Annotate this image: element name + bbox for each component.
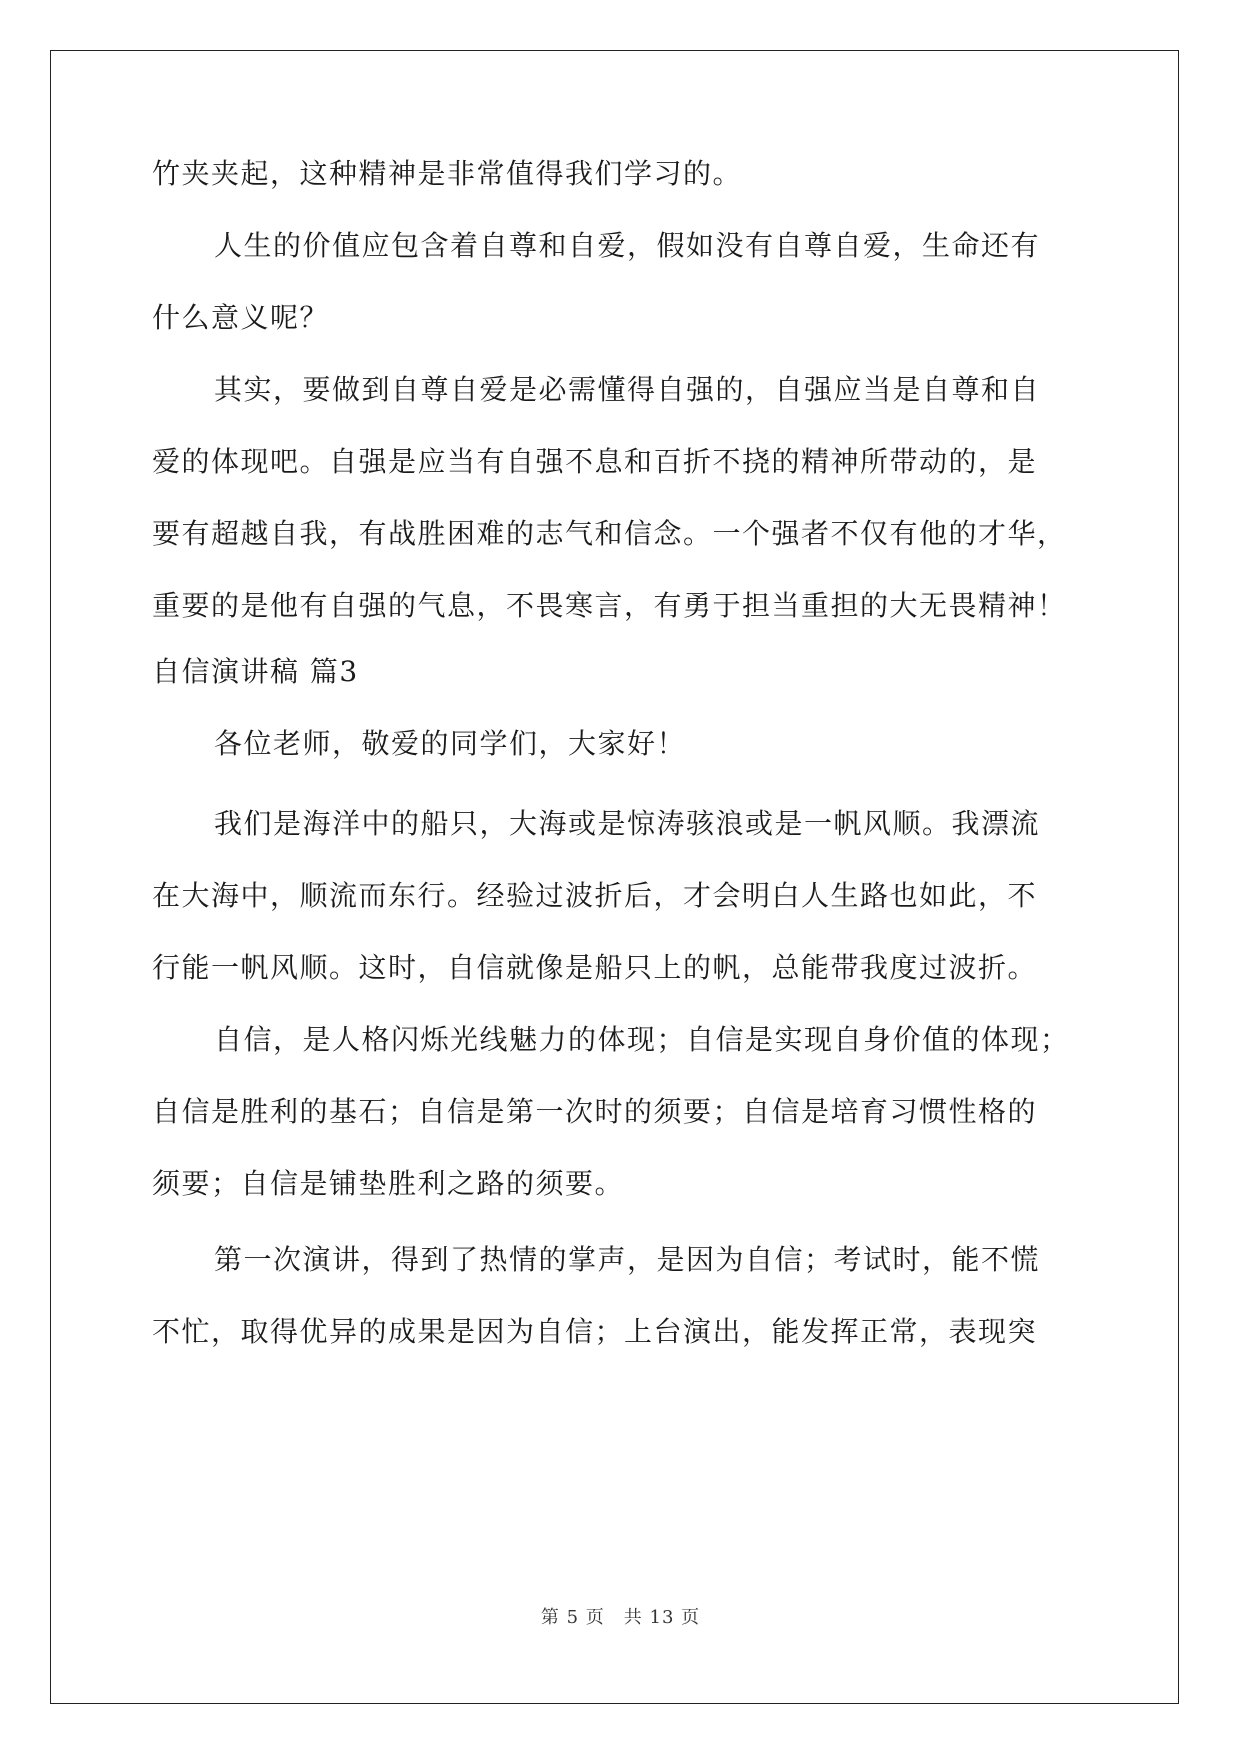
text-line: 爱的体现吧。自强是应当有自强不息和百折不挠的精神所带动的，是: [152, 445, 1038, 478]
text-line: 各位老师，敬爱的同学们，大家好！: [214, 727, 687, 760]
text-line: 其实，要做到自尊自爱是必需懂得自强的，自强应当是自尊和自: [214, 373, 1041, 406]
text-line: 什么意义呢？: [152, 301, 330, 334]
text-line: 要有超越自我，有战胜困难的志气和信念。一个强者不仅有他的才华，: [152, 517, 1067, 550]
page-number-footer: 第 5 页 共 13 页: [540, 1607, 701, 1628]
text-line: 行能一帆风顺。这时，自信就像是船只上的帆，总能带我度过波折。: [152, 951, 1038, 984]
section-heading: 自信演讲稿 篇3: [152, 655, 359, 688]
text-line: 重要的是他有自强的气息，不畏寒言，有勇于担当重担的大无畏精神！: [152, 589, 1067, 622]
text-line: 我们是海洋中的船只，大海或是惊涛骇浪或是一帆风顺。我漂流: [214, 807, 1041, 840]
text-line: 第一次演讲，得到了热情的掌声，是因为自信；考试时，能不慌: [214, 1243, 1041, 1276]
text-line: 须要；自信是铺垫胜利之路的须要。: [152, 1167, 625, 1200]
text-line: 不忙，取得优异的成果是因为自信；上台演出，能发挥正常，表现突: [152, 1315, 1038, 1348]
text-line: 在大海中，顺流而东行。经验过波折后，才会明白人生路也如此，不: [152, 879, 1038, 912]
text-line: 竹夹夹起，这种精神是非常值得我们学习的。: [152, 157, 743, 190]
text-line: 人生的价值应包含着自尊和自爱，假如没有自尊自爱，生命还有: [214, 229, 1041, 262]
text-line: 自信是胜利的基石；自信是第一次时的须要；自信是培育习惯性格的: [152, 1095, 1038, 1128]
text-line: 自信，是人格闪烁光线魅力的体现；自信是实现自身价值的体现；: [214, 1023, 1070, 1056]
